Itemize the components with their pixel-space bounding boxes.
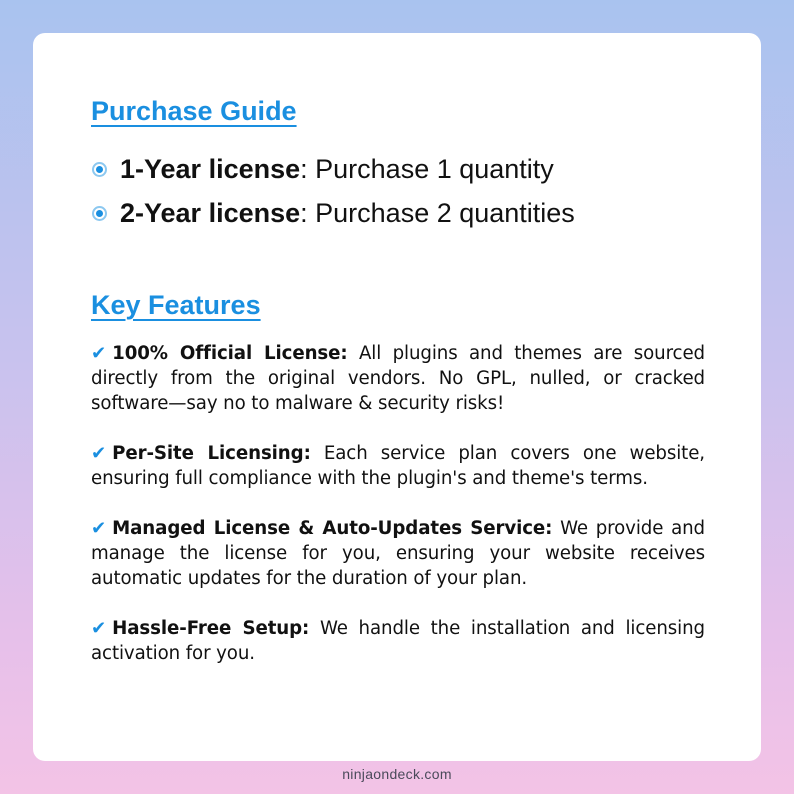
checkmark-icon: ✔ [91, 618, 107, 639]
feature-text: Each service plan covers one website, ensuring full compliance with the plugin's and theme's terms. [91, 443, 705, 489]
key-features-list [91, 341, 705, 691]
feature-text: We provide and manage the license for you, ensuring your website receives automatic updates for the duration of your plan. [91, 518, 705, 589]
bullet-icon [94, 164, 105, 175]
list-item [91, 147, 705, 191]
bullet-icon [94, 208, 105, 219]
guide-item-text [120, 154, 554, 185]
content-card [33, 33, 761, 761]
checkmark-icon: ✔ [91, 518, 107, 539]
feature-title: Hassle-Free Setup: [112, 618, 310, 639]
guide-item-label: 1-Year license [120, 153, 301, 184]
feature-item [91, 516, 705, 591]
guide-item-detail: : Purchase 2 quantities [300, 197, 575, 228]
purchase-guide-list [91, 147, 705, 235]
key-features-heading: Key Features [91, 290, 261, 320]
guide-item-detail: : Purchase 1 quantity [300, 153, 554, 184]
feature-title: 100% Official License: [112, 343, 348, 364]
feature-item [91, 341, 705, 416]
guide-item-label: 2-Year license [120, 197, 301, 228]
checkmark-icon: ✔ [91, 443, 107, 464]
feature-text: All plugins and themes are sourced directly from the original vendors. No GPL, nulled, or cracked software—say no to malware & security risks! [91, 343, 705, 414]
purchase-guide-heading: Purchase Guide [91, 96, 297, 126]
checkmark-icon: ✔ [91, 343, 107, 364]
guide-item-text [120, 198, 575, 229]
feature-text: We handle the installation and licensing activation for you. [91, 618, 705, 664]
footer-website: ninjaondeck.com [342, 766, 452, 782]
feature-item [91, 441, 705, 491]
feature-title: Per-Site Licensing: [112, 443, 311, 464]
feature-item [91, 616, 705, 666]
list-item [91, 191, 705, 235]
feature-title: Managed License & Auto-Updates Service: [112, 518, 553, 539]
